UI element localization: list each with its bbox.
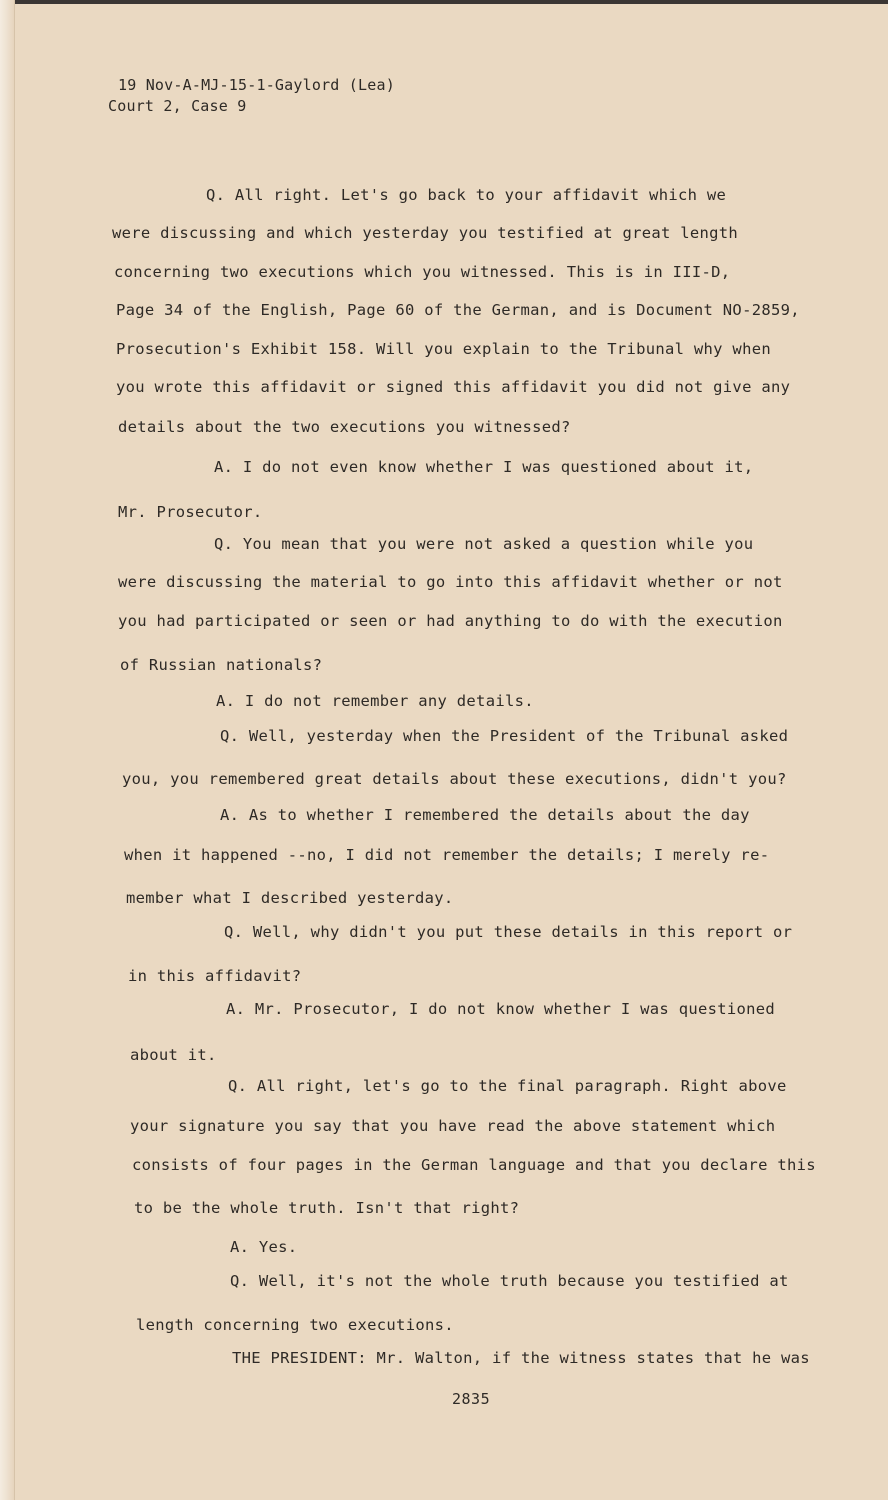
transcript-line: your signature you say that you have read the above statement which [130,1117,776,1135]
transcript-line: Q. You mean that you were not asked a question while you [214,535,754,553]
transcript-line: A. I do not even know whether I was questioned about it, [214,458,754,476]
transcript-line: Q. Well, it's not the whole truth because you testified at [230,1272,789,1290]
page-left-edge [0,0,15,1500]
transcript-line: Mr. Prosecutor. [118,503,263,521]
transcript-line: you, you remembered great details about these executions, didn't you? [122,770,787,788]
transcript-line: in this affidavit? [128,967,302,985]
transcript-line: you had participated or seen or had anything to do with the execution [118,612,783,630]
transcript-line: details about the two executions you witnessed? [118,418,571,436]
transcript-line: to be the whole truth. Isn't that right? [134,1199,520,1217]
transcript-line: when it happened --no, I did not remember the details; I merely re- [124,846,770,864]
page-top-edge [0,0,888,4]
transcript-line: Q. All right. Let's go back to your affidavit which we [206,186,727,204]
transcript-line: about it. [130,1046,217,1064]
transcript-line: concerning two executions which you witnessed. This is in III-D, [114,263,731,281]
header-court-case: Court 2, Case 9 [108,97,247,115]
page-number: 2835 [452,1390,491,1408]
transcript-line: consists of four pages in the German language and that you declare this [132,1156,816,1174]
transcript-line: THE PRESIDENT: Mr. Walton, if the witness states that he was [232,1349,810,1367]
transcript-line: you wrote this affidavit or signed this affidavit you did not give any [116,378,791,396]
transcript-line: A. As to whether I remembered the details about the day [220,806,750,824]
transcript-line: A. Mr. Prosecutor, I do not know whether I was questioned [226,1000,776,1018]
transcript-line: Page 34 of the English, Page 60 of the German, and is Document NO-2859, [116,301,800,319]
transcript-line: member what I described yesterday. [126,889,454,907]
header-reference: 19 Nov-A-MJ-15-1-Gaylord (Lea) [118,76,395,94]
transcript-line: Prosecution's Exhibit 158. Will you explain to the Tribunal why when [116,340,771,358]
transcript-line: of Russian nationals? [120,656,323,674]
transcript-line: A. I do not remember any details. [216,692,534,710]
transcript-line: were discussing the material to go into this affidavit whether or not [118,573,783,591]
transcript-line: A. Yes. [230,1238,298,1256]
transcript-line: Q. Well, why didn't you put these details in this report or [224,923,793,941]
transcript-line: length concerning two executions. [136,1316,454,1334]
transcript-line: Q. All right, let's go to the final paragraph. Right above [228,1077,787,1095]
transcript-line: Q. Well, yesterday when the President of the Tribunal asked [220,727,789,745]
transcript-line: were discussing and which yesterday you testified at great length [112,224,739,242]
